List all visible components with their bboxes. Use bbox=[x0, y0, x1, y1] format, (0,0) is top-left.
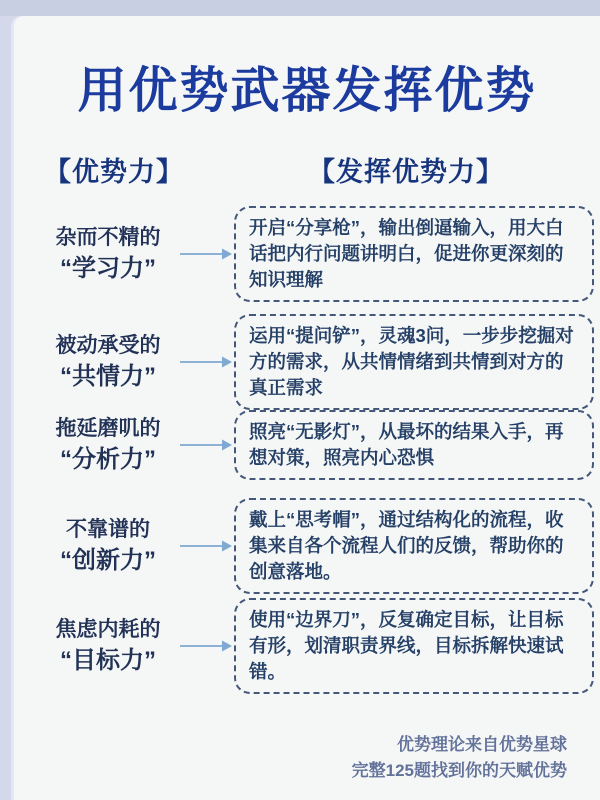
trait-text: 被动承受的 bbox=[55, 334, 161, 357]
action-box: 开启“分享枪”，输出倒逼输入，用大白话把内行问题讲明白，促进你更深刻的知识理解 bbox=[234, 206, 594, 302]
column-header-strength: 【优势力】 bbox=[44, 157, 184, 187]
trait-text: 焦虑内耗的 bbox=[55, 618, 161, 641]
page-title: 用优势武器发挥优势 bbox=[77, 64, 537, 118]
column-header-apply: 【发挥优势力】 bbox=[308, 157, 504, 187]
top-strip bbox=[0, 0, 600, 16]
strength-label bbox=[38, 223, 178, 285]
right-arrow-icon bbox=[179, 247, 233, 261]
strength-name: “创新力” bbox=[60, 547, 156, 574]
action-box: 使用“边界刀”，反复确定目标，让目标有形，划清职责界线，目标拆解快速试错。 bbox=[234, 598, 594, 694]
footer-line2: 完整125题找到你的天赋优势 bbox=[351, 761, 567, 780]
trait-text: 拖延磨叽的 bbox=[55, 417, 161, 440]
footer-credit bbox=[352, 732, 567, 784]
strength-label bbox=[38, 414, 178, 476]
strength-row-empathy bbox=[38, 314, 588, 410]
strength-name: “分析力” bbox=[60, 446, 156, 473]
strength-label bbox=[38, 515, 178, 577]
right-arrow-icon bbox=[179, 539, 233, 553]
action-box: 照亮“无影灯”，从最坏的结果入手，再想对策，照亮内心恐惧 bbox=[234, 410, 594, 480]
action-box: 运用“提问铲”，灵魂3问，一步步挖掘对方的需求，从共情情绪到共情到对方的真正需求 bbox=[234, 314, 594, 410]
strength-row-analysis bbox=[38, 410, 588, 480]
trait-text: 不靠谱的 bbox=[66, 518, 150, 541]
trait-text: 杂而不精的 bbox=[55, 226, 161, 249]
right-arrow-icon bbox=[179, 438, 233, 452]
content-card bbox=[14, 16, 600, 800]
strength-name: “学习力” bbox=[60, 255, 156, 282]
right-arrow-icon bbox=[179, 355, 233, 369]
footer-line1: 优势理论来自优势星球 bbox=[397, 735, 567, 754]
action-box: 戴上“思考帽”，通过结构化的流程，收集来自各个流程人们的反馈，帮助你的创意落地。 bbox=[234, 498, 594, 594]
strength-label bbox=[38, 331, 178, 393]
strength-label bbox=[38, 615, 178, 677]
strength-row-goal bbox=[38, 598, 588, 694]
strength-name: “目标力” bbox=[60, 647, 156, 674]
strength-name: “共情力” bbox=[60, 363, 156, 390]
strength-row-learning bbox=[38, 206, 588, 302]
strength-row-innovation bbox=[38, 498, 588, 594]
right-arrow-icon bbox=[179, 639, 233, 653]
